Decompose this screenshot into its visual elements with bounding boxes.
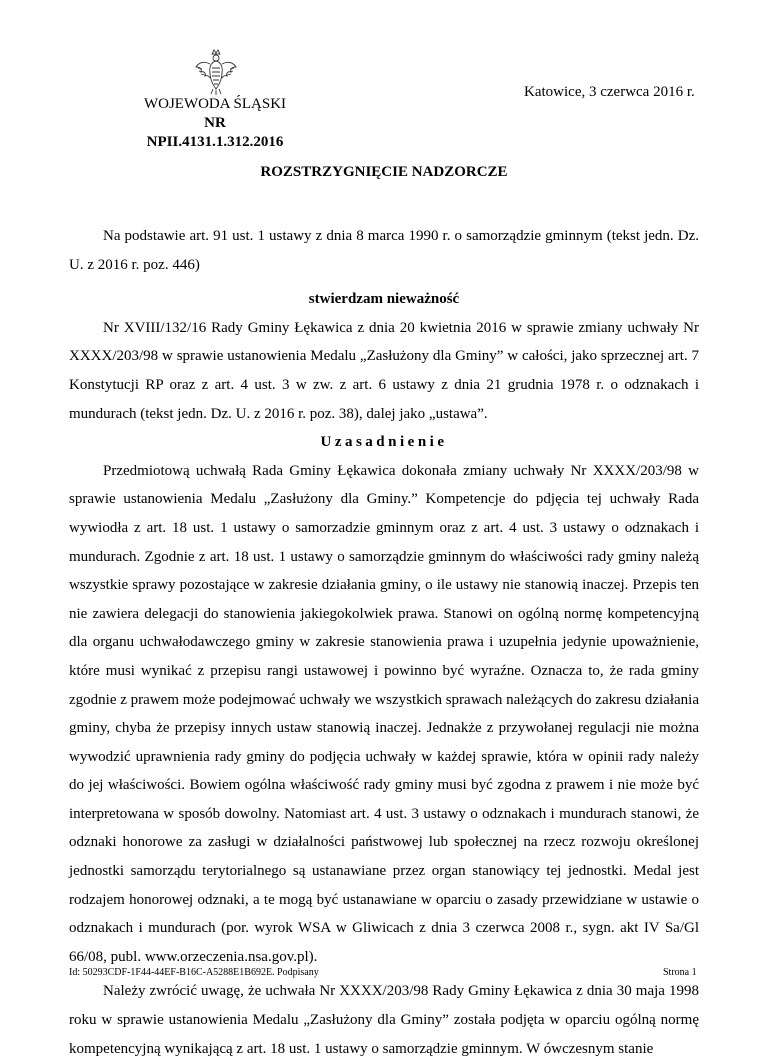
justification-heading: Uzasadnienie <box>320 434 448 451</box>
justification-paragraph-2: Należy zwrócić uwagę, że uchwała Nr XXXX/203/98 Rady Gminy Łękawica z dnia 30 maja 1998 roku w sprawie ustanowienia Medalu „Zasłużony dla Gminy” została podjęta w oparciu ogólną normę kompetencyjną wynikającą z art. 18 ust. 1 ustawy o samorządzie gminnym. W ówczesnym stanie <box>69 983 699 1057</box>
document-body <box>69 222 699 1063</box>
declaration-heading: stwierdzam nieważność <box>308 291 460 308</box>
legal-basis-paragraph: Na podstawie art. 91 ust. 1 ustawy z dnia 8 marca 1990 r. o samorządzie gminnym (tekst jedn. Dz. U. z 2016 r. poz. 446) <box>69 228 699 273</box>
resolution-paragraph: Nr XVIII/132/16 Rady Gminy Łękawica z dnia 20 kwietnia 2016 w sprawie zmiany uchwały Nr XXXX/203/98 w sprawie ustanowienia Medalu „Zasłużony dla Gminy” w całości, jako sprzecznej art. 7 Konstytucji RP oraz z art. 4 ust. 3 w zw. z art. 6 ustawy z dnia 21 grudnia 1978 r. o odznakach i mundurach (tekst jedn. Dz. U. z 2016 r. poz. 38), dalej jako „ustawa”. <box>69 319 699 422</box>
reference-number: NR NPII.4131.1.312.2016 <box>146 115 284 150</box>
place-and-date: Katowice, 3 czerwca 2016 r. <box>524 84 695 100</box>
issuing-authority <box>140 95 290 152</box>
polish-eagle-emblem-icon <box>193 48 239 96</box>
authority-name: WOJEWODA ŚLĄSKI <box>143 96 287 112</box>
document-id-footer: Id: 50293CDF-1F44-44EF-B16C-A5288E1B692E. Podpisany <box>69 967 319 978</box>
page-number-footer: Strona 1 <box>663 967 697 978</box>
document-title: ROZSTRZYGNIĘCIE NADZORCZE <box>260 164 508 180</box>
justification-paragraph-1: Przedmiotową uchwałą Rada Gminy Łękawica dokonała zmiany uchwały Nr XXXX/203/98 w sprawie ustanowienia Medalu „Zasłużony dla Gminy.” Kompetencje do pdjęcia tej uchwały Rada wywiodła z art. 18 ust. 1 ustawy o samorzadzie gminnym oraz z art. 4 ust. 3 ustawy o odznakach i mundurach. Zgodnie z art. 18 ust. 1 ustawy o samorządzie gminnym do właściwości rady gminy należą wszystkie sprawy pozostające w zakresie działania gminy, o ile ustawy nie stanowią inaczej. Przepis ten nie zawiera delegacji do stanowienia jakiegokolwiek prawa. Stanowi on ogólną normę kompetencyjną dla organu uchwałodawczego gminy w zakresie stanowienia prawa i uzupełnia jedynie upoważnienie, które musi wynikać z przepisu rangi ustawowej i powinno być wyraźne. Oznacza to, że rada gminy zgodnie z prawem może podejmować uchwały we wszystkich sprawach należących do zakresu działania gminy, chyba że przepisy innych ustaw stanowią inaczej. Jednakże z przywołanej regulacji nie można wywodzić uprawnienia rady gminy do podjęcia uchwały w każdej sprawie, która w opinii rady należy do jej właściwości. Bowiem ogólna właściwość rady gminy musi być zgodna z prawem i nie może być interpretowana w sposób dowolny. Natomiast art. 4 ust. 3 ustawy o odznakach i mundurach stanowi, że odznaki honorowe za zasługi w działalności państwowej lub społecznej na rzecz rozwoju określonej jednostki samorządu terytorialnego są ustanawiane przez organ stanowiący tej jednostki. Medal jest rodzajem honorowej odznaki, a te mogą być ustanawiane w oparciu o zasady przewidziane w ustawie o odznakach i mundurach (por. wyrok WSA w Gliwicach z dnia 3 czerwca 2008 r., sygn. akt IV Sa/Gl 66/08, publ. www.orzeczenia.nsa.gov.pl). <box>69 462 699 965</box>
